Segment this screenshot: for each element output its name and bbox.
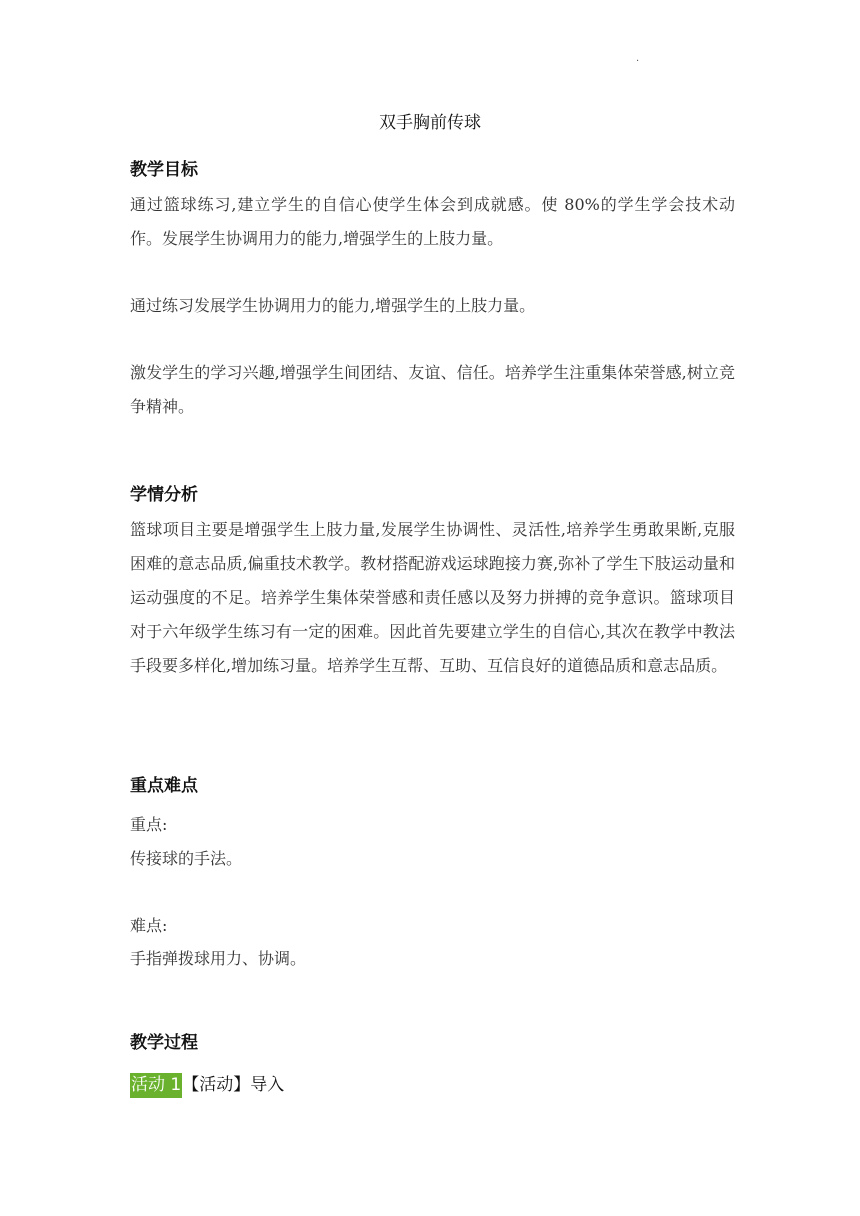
activity-tag: 活动 1 bbox=[130, 1073, 182, 1098]
difficulty-text: 手指弹拨球用力、协调。 bbox=[130, 949, 307, 968]
key-point-text: 传接球的手法。 bbox=[130, 849, 243, 868]
analysis-heading: 学情分析 bbox=[130, 485, 198, 505]
difficulty-label: 难点: bbox=[130, 916, 168, 935]
analysis-paragraph: 篮球项目主要是增强学生上肢力量,发展学生协调性、灵活性,培养学生勇敢果断,克服困难的意志品质,偏重技术教学。教材搭配游戏运球跑接力赛,弥补了学生下肢运动量和运动强度的不足。培养学生集体荣誉感和责任感以及努力拼搏的竞争意识。篮球项目对于六年级学生练习有一定的困难。因此首先要建立学生的自信心,其次在教学中教法手段要多样化,增加练习量。培养学生互帮、互助、互信良好的道德品质和意志品质。 bbox=[130, 520, 735, 675]
key-points-heading: 重点难点 bbox=[130, 776, 198, 796]
goals-paragraph-1: 通过篮球练习,建立学生的自信心使学生体会到成就感。使 80%的学生学会技术动作。发展学生协调用力的能力,增强学生的上肢力量。 bbox=[130, 195, 735, 248]
goals-paragraph-2: 通过练习发展学生协调用力的能力,增强学生的上肢力量。 bbox=[130, 296, 536, 315]
activity-title: 【活动】导入 bbox=[182, 1075, 285, 1095]
page-marker-dot: · bbox=[636, 56, 640, 67]
document-title: 双手胸前传球 bbox=[379, 113, 481, 133]
activity-line bbox=[130, 1070, 284, 1095]
goals-heading: 教学目标 bbox=[130, 160, 198, 180]
key-point-label: 重点: bbox=[130, 815, 168, 834]
goals-paragraph-3: 激发学生的学习兴趣,增强学生间团结、友谊、信任。培养学生注重集体荣誉感,树立竞争精神。 bbox=[130, 363, 735, 416]
process-heading: 教学过程 bbox=[130, 1033, 198, 1053]
